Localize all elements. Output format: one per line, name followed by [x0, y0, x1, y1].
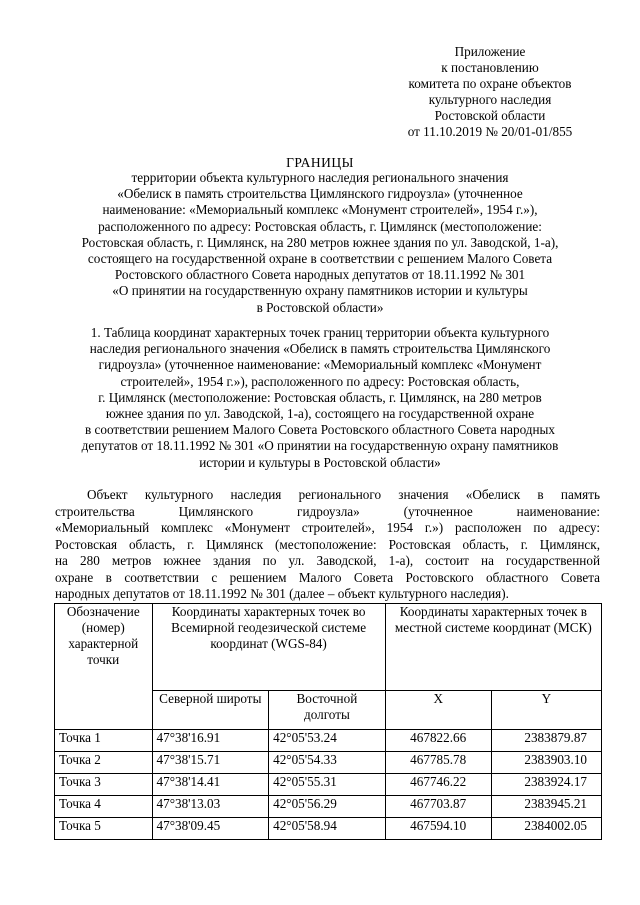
appendix-line: Ростовской области	[434, 108, 546, 123]
section-line: депутатов от 18.11.1992 № 301 «О принятии на государственную охрану памятников	[81, 438, 559, 454]
cell-point: Точка 3	[55, 774, 153, 796]
cell-longitude: 42°05'58.94	[269, 818, 386, 840]
section-line: строителей», 1954 г.»), расположенного по адресу: Ростовская область,	[120, 373, 520, 389]
cell-latitude: 47°38'09.45	[152, 818, 269, 840]
cell-y: 2383945.21	[491, 796, 601, 818]
cell-longitude: 42°05'56.29	[269, 796, 386, 818]
paragraph-line: Ростовская область, г. Цимлянск (местоположение: Ростовская область, г. Цимлянск,	[55, 536, 600, 552]
intro-line: территории объекта культурного наследия регионального значения	[131, 170, 509, 185]
subheader-y: Y	[491, 691, 601, 730]
cell-longitude: 42°05'55.31	[269, 774, 386, 796]
coordinates-table	[54, 603, 602, 840]
paragraph-line: на 280 метров южнее здания по ул. Заводской, 1-а), состоит на государственной	[55, 553, 600, 568]
section-1-heading	[40, 325, 600, 471]
cell-x: 467594.10	[385, 818, 491, 840]
table-row	[55, 818, 602, 840]
appendix-header	[385, 44, 595, 140]
cell-y: 2383879.87	[491, 730, 601, 752]
intro-line: расположенного по адресу: Ростовская область, г. Цимлянск (местоположение:	[98, 218, 542, 234]
cell-latitude: 47°38'13.03	[152, 796, 269, 818]
section-line: 1. Таблица координат характерных точек границ территории объекта культурного	[90, 325, 550, 340]
paragraph-line: Объект культурного наследия регионального значения «Обелиск в память	[87, 487, 600, 502]
cell-x: 467746.22	[385, 774, 491, 796]
intro-line: «О принятии на государственную охрану памятников истории и культуры	[112, 283, 528, 299]
section-line: г. Цимлянск (местоположение: Ростовская область, г. Цимлянск, на 280 метров	[98, 389, 542, 405]
cell-longitude: 42°05'54.33	[269, 752, 386, 774]
subheader-east-longitude: Восточной долготы	[269, 691, 386, 730]
header-wgs84-coordinates: Координаты характерных точек во Всемирной геодезической системе координат (WGS-84)	[152, 604, 385, 691]
cell-latitude: 47°38'15.71	[152, 752, 269, 774]
table-header-row	[55, 604, 602, 691]
cell-y: 2384002.05	[491, 818, 601, 840]
subheader-x: X	[385, 691, 491, 730]
cell-latitude: 47°38'14.41	[152, 774, 269, 796]
cell-x: 467785.78	[385, 752, 491, 774]
section-line: в соответствии решением Малого Совета Ростовского областного Совета народных	[84, 422, 556, 438]
cell-point: Точка 1	[55, 730, 153, 752]
document-title: ГРАНИЦЫ	[286, 155, 354, 170]
header-point-designation: Обозначение (номер) характерной точки	[55, 604, 153, 730]
cell-point: Точка 4	[55, 796, 153, 818]
subheader-north-latitude: Северной широты	[152, 691, 269, 730]
intro-line: Ростовская область, г. Цимлянск, на 280 метров южнее здания по ул. Заводской, 1-а),	[81, 234, 559, 250]
paragraph-line: охране в соответствии с решением Малого Совета Ростовского областного Совета	[55, 569, 600, 585]
section-line: гидроузла» (уточненное наименование: «Мемориальный комплекс «Монумент	[98, 357, 542, 373]
paragraph-line: «Мемориальный комплекс «Монумент строителей», 1954 г.») расположен по адресу:	[55, 520, 600, 535]
cell-x: 467703.87	[385, 796, 491, 818]
title-description	[40, 170, 600, 316]
table-row	[55, 796, 602, 818]
intro-line: наименование: «Мемориальный комплекс «Монумент строителей», 1954 г.»),	[102, 202, 538, 218]
paragraph-line: строительства Цимлянского гидроузла» (уточненное наименование:	[55, 503, 600, 519]
header-msk-coordinates: Координаты характерных точек в местной системе координат (МСК)	[385, 604, 601, 691]
appendix-line: Приложение	[454, 44, 526, 59]
cell-x: 467822.66	[385, 730, 491, 752]
paragraph-line: народных депутатов от 18.11.1992 № 301 (далее – объект культурного наследия).	[55, 586, 509, 601]
section-line: истории и культуры в Ростовской области»	[199, 454, 441, 470]
cell-y: 2383903.10	[491, 752, 601, 774]
appendix-line: от 11.10.2019 № 20/01-01/855	[407, 124, 573, 139]
intro-line: состоящего на государственной охране в соответствии с решением Малого Совета	[87, 251, 553, 267]
section-line: южнее здания по ул. Заводской, 1-а), состоящего на государственной охране	[105, 406, 535, 422]
section-line: наследия регионального значения «Обелиск в память строительства Цимлянского	[89, 341, 551, 357]
table-row	[55, 774, 602, 796]
cell-longitude: 42°05'53.24	[269, 730, 386, 752]
cell-y: 2383924.17	[491, 774, 601, 796]
cell-latitude: 47°38'16.91	[152, 730, 269, 752]
object-paragraph	[55, 487, 600, 603]
appendix-line: культурного наследия	[428, 92, 552, 107]
cell-point: Точка 2	[55, 752, 153, 774]
table-row	[55, 730, 602, 752]
intro-line: в Ростовской области»	[256, 299, 384, 315]
table-row	[55, 752, 602, 774]
intro-line: Ростовского областного Совета народных депутатов от 18.11.1992 № 301	[114, 267, 526, 283]
appendix-line: комитета по охране объектов	[408, 76, 572, 91]
intro-line: «Обелиск в память строительства Цимлянского гидроузла» (уточненное	[117, 186, 523, 202]
cell-point: Точка 5	[55, 818, 153, 840]
appendix-line: к постановлению	[441, 60, 539, 75]
